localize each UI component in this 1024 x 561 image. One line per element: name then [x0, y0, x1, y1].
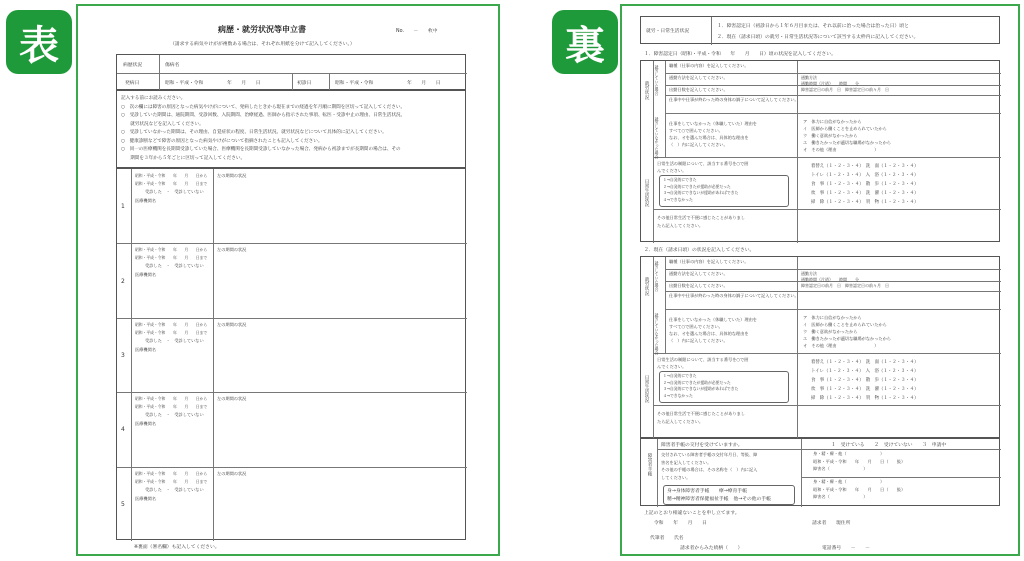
not-working-option: エ 働きたかったが適切な職場がなかったから	[803, 336, 891, 341]
visit-status: 受診した ・ 受診していない	[145, 189, 204, 194]
not-working-option: ア 体力に自信がなかったから	[803, 315, 862, 320]
working-case-label: 就労していた場合	[655, 65, 660, 96]
certificate-detail-line: その他の手帳の場合は、その名称を（ ）内に記入	[661, 467, 758, 472]
	[665, 73, 1001, 74]
period-status-label: 左の期間の状況	[217, 247, 247, 253]
claimant-address: 請求者 現住所	[812, 521, 851, 526]
visit-status: 受診した ・ 受診していない	[145, 263, 204, 269]
not-working-case-label: 就労していなかった場合	[655, 117, 660, 159]
daily-activity-row: 炊 事（１・２・３・４） 洗 濯（１・２・３・４）	[811, 191, 919, 196]
back-section-1-table	[640, 60, 1000, 242]
	[653, 353, 1001, 354]
visit-status: 受診した ・ 受診していない	[145, 486, 204, 492]
	[653, 61, 654, 243]
certificate-table	[640, 438, 1000, 506]
daily-scale-item: １→自発的にできた	[663, 177, 697, 182]
commute-field: 障害認定日の前月 日 障害認定日の前々月 日	[801, 283, 889, 288]
not-working-option: エ 働きたかったが適切な職場がなかったから	[803, 140, 891, 145]
period-row-number: 4	[121, 426, 125, 434]
first-visit-era: 昭和・平成・令和	[335, 81, 374, 86]
back-section-1-title: １．障害認定日（昭和・平成・令和 年 月 日）頃の状況を記入してください。	[644, 52, 836, 57]
not-working-question: すべて○で囲んでください。	[669, 324, 723, 329]
instruction-line: ○ 同一の医療機関を長期間受診していた場合、医療機関を長期間受診していなかった場合、発病から初診までが長期間の場合は、その	[121, 147, 401, 152]
disease-label: 病歴状況	[123, 63, 143, 68]
daily-scale-item: ４→できなかった	[663, 392, 693, 398]
instruction-line: 期間を３年から５年ごとに区切って記入してください。	[121, 155, 246, 161]
disease-field-label: 傷病名	[165, 63, 180, 68]
period-row-number: 3	[121, 352, 125, 359]
daily-life-question: 日常生活の制限について、該当する番号を○で囲	[657, 357, 749, 362]
period-from: 昭和・平成・令和 年 月 日から	[135, 247, 208, 253]
work-status-label: 就労状況	[644, 81, 649, 100]
commute-field: 通勤方法	[801, 75, 817, 80]
period-row-number: 5	[121, 500, 125, 508]
working-case-label: 就労していた場合	[655, 261, 660, 292]
period-col-divider-1	[131, 169, 132, 541]
daily-activity-row: 掃 除（１・２・３・４） 買 物（１・２・３・４）	[811, 396, 919, 401]
period-status-label: 左の期間の状況	[217, 396, 247, 402]
other-daily-question: その他日常生活で不便に感じたことがありまし	[657, 215, 745, 220]
back-section-2-title: ２．現在（請求日頃）の状況を記入してください。	[644, 248, 755, 253]
back-side-badge: 裏	[552, 10, 618, 74]
daily-life-question: んでください。	[657, 364, 687, 369]
period-row-divider	[117, 243, 467, 244]
not-working-option: イ 医師から働くことを止められていたから	[803, 322, 887, 327]
not-working-option: ウ 働く意欲がなかったから	[803, 329, 858, 334]
visit-status: 受診した ・ 受診していない	[145, 412, 204, 418]
front-footer-note: ※裏面（署名欄）も記入してください。	[134, 545, 220, 550]
work-question: 仕事中や仕事が終わった時の身体の調子について記入してください。	[669, 293, 799, 298]
back-top-table	[640, 16, 1000, 44]
work-question: 職種（仕事の内容）を記入してください。	[669, 259, 749, 264]
work-question: 通勤方法を記入してください。	[669, 75, 728, 80]
period-to: 昭和・平成・令和 年 月 日まで	[135, 478, 208, 484]
	[797, 61, 798, 243]
certificate-options: １ 受けている ２ 受けていない ３ 申請中	[831, 443, 947, 448]
daily-life-label: 日常生活状況	[644, 375, 649, 403]
not-working-question: 仕事をしていなかった（休職していた）理由を	[669, 121, 757, 126]
period-row-divider	[117, 318, 467, 319]
other-daily-question: たら記入してください。	[657, 419, 704, 424]
not-working-option: オ その他（理由 ）	[803, 147, 879, 152]
daily-activity-row: 掃 除（１・２・３・４） 買 物（１・２・３・４）	[811, 200, 919, 205]
not-working-option: ウ 働く意欲がなかったから	[803, 133, 858, 138]
front-side-badge: 表	[6, 10, 72, 74]
certificate-type-line: 身・精・療・他（ ）	[813, 451, 885, 456]
certificate-question: 障害者手帳の交付を受けていますか。	[661, 443, 743, 448]
not-working-question: なお、オを選んだ場合は、具体的な理由を	[669, 331, 749, 336]
visit-status: 受診した ・ 受診していない	[145, 337, 204, 343]
onset-era: 昭和・平成・令和	[165, 81, 204, 86]
front-header-table	[116, 54, 466, 90]
instruction-line: 就労状況などを記入してください。	[121, 121, 204, 127]
not-working-question: すべて○で囲んでください。	[669, 128, 723, 133]
	[665, 257, 666, 353]
front-page-number: No. － 枚中	[396, 29, 438, 34]
	[665, 95, 1001, 96]
instruction-line: ○ 健康診断などで障害の原因となった病気やけがについて指摘されたことも記入してください。	[121, 138, 323, 144]
daily-activity-row: トイレ（１・２・３・４） 入 浴（１・２・３・４）	[811, 369, 919, 374]
work-question: 出勤日数を記入してください。	[669, 87, 728, 92]
daily-scale-item: １→自発的にできた	[663, 373, 697, 378]
instruction-line: 記入する前にお読みください。	[121, 96, 186, 101]
	[665, 113, 1001, 114]
certificate-type-line: 昭和・平成・令和 年 月 日（ 級）	[813, 486, 906, 492]
onset-date: 年 月 日	[227, 81, 261, 86]
period-row-number: 2	[121, 277, 125, 285]
daily-activity-row: 食 事（１・２・３・４） 散 歩（１・２・３・４）	[811, 378, 919, 383]
back-top-note-2: ２．現在（請求日頃）の就労・日常生活状況等について該当する太枠内に記入してください。	[717, 35, 919, 40]
certificate-type-line: 障害名（ ）	[813, 494, 868, 499]
back-section-2-table	[640, 256, 1000, 438]
onset-label: 発病日	[125, 81, 140, 86]
work-question: 出勤日数を記入してください。	[669, 283, 728, 288]
certificate-detail-line: してください。	[661, 474, 691, 480]
period-from: 昭和・平成・令和 年 月 日から	[135, 321, 208, 327]
hospital-name-label: 医療機関名	[135, 495, 156, 501]
certificate-detail-line: 害名を記入してください。	[661, 459, 712, 465]
daily-activity-row: 炊 事（１・２・３・４） 洗 濯（１・２・３・４）	[811, 387, 919, 392]
not-working-question: （ ）内に記入してください。	[669, 338, 728, 343]
not-working-case-label: 就労していなかった場合	[655, 313, 660, 355]
period-status-label: 左の期間の状況	[217, 173, 247, 178]
period-from: 昭和・平成・令和 年 月 日から	[135, 396, 208, 402]
daily-scale-item: ２→自発的にできたが援助が必要だった	[663, 379, 731, 385]
work-status-label: 就労状況	[644, 277, 649, 296]
daily-activity-row: 食 事（１・２・３・４） 散 歩（１・２・３・４）	[811, 182, 919, 187]
first-visit-date: 年 月 日	[407, 81, 441, 86]
commute-field: 障害認定日の前月 日 障害認定日の前々月 日	[801, 87, 889, 92]
other-daily-question: その他日常生活で不便に感じたことがありまし	[657, 411, 745, 416]
daily-life-question: 日常生活の制限について、該当する番号を○で囲	[657, 161, 749, 166]
period-status-label: 左の期間の状況	[217, 470, 247, 476]
period-from: 昭和・平成・令和 年 月 日から	[135, 470, 208, 476]
back-page-frame	[620, 4, 1020, 556]
front-subtitle: （請求する病気やけがが複数ある場合は、それぞれ用紙を分けて記入してください。）	[170, 42, 355, 47]
instruction-line: ○ 受診していなかった期間は、その理由、自覚症状の程度、日常生活状況、就労状況などについて具体的に記入してください。	[121, 130, 387, 135]
period-row-number: 1	[121, 203, 125, 211]
hospital-name-label: 医療機関名	[135, 272, 156, 278]
daily-activity-row: 着替え（１・２・３・４） 洗 面（１・２・３・４）	[811, 164, 919, 169]
back-top-label: 就労・日常生活状況	[646, 29, 690, 34]
work-question: 仕事中や仕事が終わった時の身体の調子について記入してください。	[669, 97, 799, 102]
period-to: 昭和・平成・令和 年 月 日まで	[135, 404, 208, 410]
period-to: 昭和・平成・令和 年 月 日まで	[135, 181, 208, 186]
	[797, 257, 798, 439]
work-question: 職種（仕事の内容）を記入してください。	[669, 63, 749, 68]
proxy-phone: 電話番号 － －	[822, 546, 870, 551]
	[653, 209, 1001, 210]
certificate-type-line: 昭和・平成・令和 年 月 日（ 級）	[813, 458, 906, 464]
hospital-name-label: 医療機関名	[135, 198, 156, 203]
period-to: 昭和・平成・令和 年 月 日まで	[135, 329, 208, 335]
certificate-legend-1: 身→身体障害者手帳 療→療育手帳	[667, 489, 747, 494]
declaration-text: 上記のとおり相違ないことを申し立てます。	[644, 511, 740, 516]
certificate-legend-2: 精→精神障害者保健福祉手帳 他→その他の手帳	[667, 497, 771, 502]
not-working-question: （ ）内に記入してください。	[669, 142, 728, 147]
daily-life-question: んでください。	[657, 168, 687, 173]
proxy-relation: 請求者からみた続柄（ ）	[680, 546, 743, 551]
	[665, 309, 1001, 310]
instruction-line: ○ 次の欄には障害の原因となった病気やけがについて、発病したときから現在までの経過を年月順に期間を区切って記入してください。	[121, 104, 406, 110]
certificate-detail-line: 交付されている障害者手帳の交付年月日、等級、障	[661, 452, 758, 457]
certificate-type-line: 身・精・療・他（ ）	[813, 479, 885, 484]
daily-activity-row: トイレ（１・２・３・４） 入 浴（１・２・３・４）	[811, 173, 919, 178]
instruction-line: ○ 受診していた期間は、通院期間、受診回数、入院期間、治療経過、医師から指示された事項、転医・受診中止の理由、日常生活状況、	[121, 113, 406, 118]
	[665, 269, 1001, 270]
	[653, 405, 1001, 406]
	[653, 157, 1001, 158]
daily-scale-item: ３→自発的にできないが援助があればできた	[663, 386, 739, 391]
commute-field: 通勤時間（片道） 時間 分	[801, 81, 859, 86]
commute-field: 通勤方法	[801, 271, 817, 276]
daily-activity-row: 着替え（１・２・３・４） 洗 面（１・２・３・４）	[811, 360, 919, 365]
other-daily-question: たら記入してください。	[657, 223, 704, 228]
hospital-name-label: 医療機関名	[135, 346, 156, 352]
period-table	[116, 168, 466, 540]
period-row-divider	[117, 467, 467, 468]
not-working-option: イ 医師から働くことを止められていたから	[803, 126, 887, 131]
period-col-divider-2	[213, 169, 214, 541]
daily-scale-item: ３→自発的にできないが援助があればできた	[663, 190, 739, 195]
certificate-type-line: 障害名（ ）	[813, 466, 868, 471]
first-visit-label: 初診日	[297, 81, 312, 86]
work-question: 通勤方法を記入してください。	[669, 271, 728, 276]
back-top-note-1: １．障害認定日（初診日から１年６月目または、それ以前に治った場合は治った日）頃と	[717, 24, 909, 29]
proxy-name: 代筆者 氏名	[650, 536, 684, 541]
daily-life-label: 日常生活状況	[644, 179, 649, 207]
declaration-date: 令和 年 月 日	[654, 521, 707, 526]
not-working-option: オ その他（理由 ）	[803, 343, 879, 348]
not-working-question: なお、オを選んだ場合は、具体的な理由を	[669, 135, 749, 140]
period-to: 昭和・平成・令和 年 月 日まで	[135, 255, 208, 261]
	[665, 61, 666, 157]
front-title: 病歴・就労状況等申立書	[218, 25, 306, 34]
front-page-frame	[76, 4, 500, 556]
period-row-divider	[117, 392, 467, 393]
certificate-label: 障害者手帳	[647, 453, 652, 476]
	[653, 257, 654, 439]
	[665, 291, 1001, 292]
hospital-name-label: 医療機関名	[135, 421, 156, 427]
daily-scale-item: ２→自発的にできたが援助が必要だった	[663, 183, 731, 189]
period-status-label: 左の期間の状況	[217, 321, 247, 327]
daily-scale-item: ４→できなかった	[663, 196, 693, 202]
period-from: 昭和・平成・令和 年 月 日から	[135, 173, 208, 178]
commute-field: 通勤時間（片道） 時間 分	[801, 277, 859, 282]
not-working-option: ア 体力に自信がなかったから	[803, 119, 862, 124]
not-working-question: 仕事をしていなかった（休職していた）理由を	[669, 317, 757, 322]
instructions-box	[116, 90, 466, 168]
